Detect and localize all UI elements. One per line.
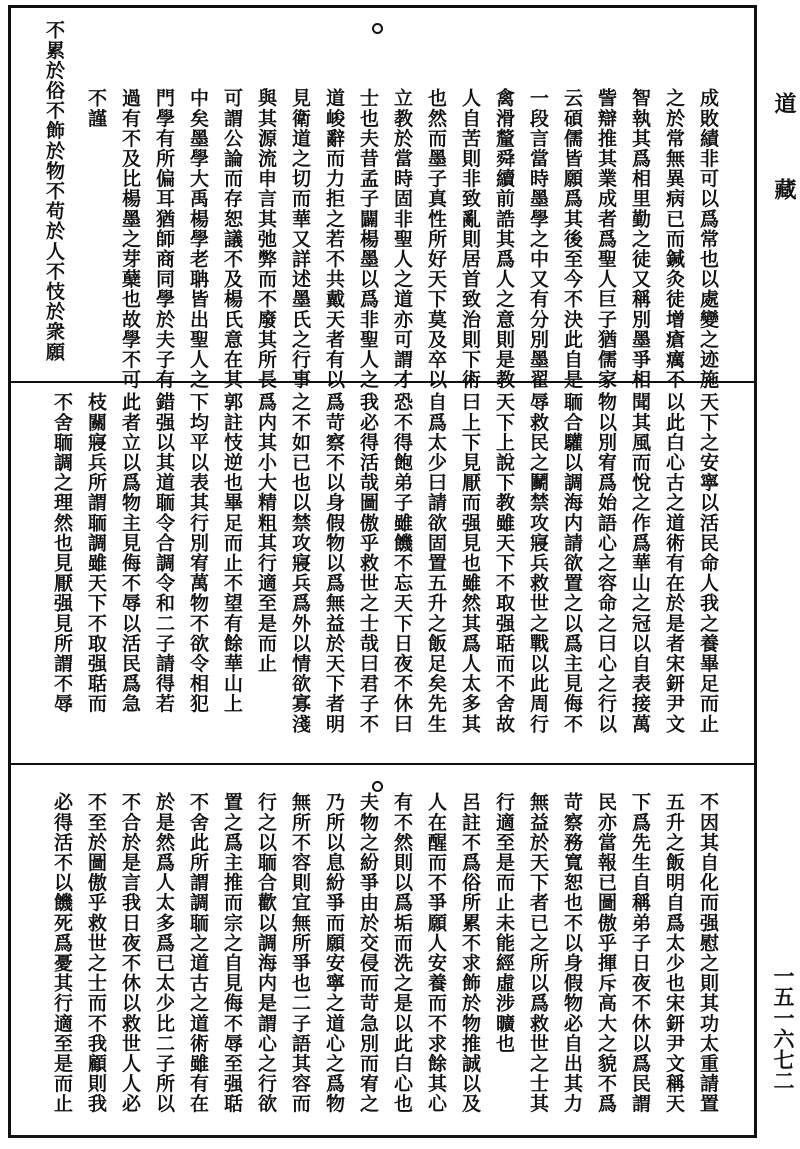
text-column: 辱救民之鬭禁攻寢兵救世之戰以此周行 xyxy=(527,392,549,734)
text-column: 夫物之紛爭由於交侵而苛急別而宥之 xyxy=(357,792,379,1114)
text-column: 不舍此所謂調聏之道古之道術雖有在 xyxy=(187,792,209,1114)
text-column: 智執其爲相里勤之徒又稱別墨爭相 xyxy=(629,88,651,390)
text-column: 中矣墨學大禹楊學老聃皆出聖人之 xyxy=(187,88,209,390)
text-column: 此者立以爲物主見侮不辱以活民爲急 xyxy=(119,392,141,714)
text-column: 成敗績非可以爲常也以處變之迹施 xyxy=(697,88,719,390)
text-column: 以此白心古之道術有在於是者宋鈃尹文 xyxy=(663,392,685,734)
text-column: 置之爲主推而宗之自見侮不辱至强聒 xyxy=(221,792,243,1114)
collection-label-top: 道 xyxy=(771,92,797,114)
text-column: 一段言當時墨學之中又有分別墨翟 xyxy=(527,88,549,390)
collection-label-bottom: 藏 xyxy=(771,178,797,200)
text-column: 苛察務寬恕也不以身假物必自出其力 xyxy=(561,792,583,1114)
text-column: 枝關寢兵所謂聏調雖天下不取强聒而 xyxy=(85,392,107,714)
text-column: 禽滑釐舜續前誥其爲人之意則是教 xyxy=(493,88,515,390)
text-column: 物以別宥爲始語心之容命之曰心之行以 xyxy=(595,392,617,734)
text-column: 立教於當時固非聖人之道亦可謂才 xyxy=(391,88,413,390)
text-column: 我必得活哉圖傲乎救世之士哉曰君子不 xyxy=(357,392,379,734)
circle-mark xyxy=(372,781,383,792)
panel-1 xyxy=(12,20,754,390)
text-column: 無益於天下者已之所以爲救世之士其 xyxy=(527,792,549,1114)
text-column: 道峻辭而力拒之若不共戴天者有以 xyxy=(323,88,345,390)
text-column: 下爲先生自稱弟子日夜不休以爲民謂 xyxy=(629,792,651,1114)
text-column: 訾辯推其業成者爲聖人巨子猶儒家 xyxy=(595,88,617,390)
panel-3 xyxy=(12,792,754,1132)
text-column: 也然而墨子真性所好天下莫及卒以 xyxy=(425,88,447,390)
text-column: 於是然爲人太多爲已太少比二子所以 xyxy=(153,792,175,1114)
text-column: 不因其自化而强慰之則其功太重請置 xyxy=(697,792,719,1114)
text-column: 爲内其小大精粗其行適至是而止 xyxy=(255,392,277,674)
text-column: 云碩儒皆願爲其後至今不決此自是 xyxy=(561,88,583,390)
text-column: 門學有所偏耳猶師商同學於夫子有 xyxy=(153,88,175,390)
text-column: 不至於圖傲乎救世之士而不我顧則我 xyxy=(85,792,107,1114)
text-column: 爲苛察不以身假物以爲無益於天下者明 xyxy=(323,392,345,734)
text-column: 天下之安寧以活民命人我之養畢足而止 xyxy=(697,392,719,734)
text-column: 聞其風而悅之作爲華山之冠以自表接萬 xyxy=(629,392,651,734)
text-column: 曰上下見厭而强見也雖然其爲人太多其 xyxy=(459,392,481,734)
panel-divider-2 xyxy=(8,763,757,765)
panel-2 xyxy=(12,392,754,757)
text-column: 之於常無異病已而鍼灸徒增瘡癘不 xyxy=(663,88,685,390)
text-column: 不合於是言我日夜不休以救世人人必 xyxy=(119,792,141,1114)
text-column: 可謂公論而存恕議不及楊氏意在其 xyxy=(221,88,243,390)
text-column: 恐不得飽弟子雖饑不忘天下日夜不休曰 xyxy=(391,392,413,734)
page-number: 一五一六七二 xyxy=(771,965,796,1091)
text-column: 不舍聏調之理然也見厭强見所謂不辱 xyxy=(51,392,73,714)
text-column: 行之以聏合歡以調海内是謂心之行欲 xyxy=(255,792,277,1114)
text-column: 下均平以表其行別宥萬物不欲令相犯 xyxy=(187,392,209,714)
text-column: 士也夫昔孟子闢楊墨以爲非聖人之 xyxy=(357,88,379,390)
text-column: 錯强以其道聏令合調令和二子請得若 xyxy=(153,392,175,714)
circle-mark xyxy=(372,23,383,34)
text-column: 之不如已也以禁攻寢兵爲外以情欲寡淺 xyxy=(289,392,311,734)
text-column: 行適至是而止未能經虛涉曠也 xyxy=(493,792,515,1054)
text-column: 過有不及比楊墨之芽蘖也故學不可 xyxy=(119,88,141,390)
text-column: 有不然則以爲垢而洗之是以此白心也 xyxy=(391,792,413,1114)
text-column: 不謹 xyxy=(85,88,107,129)
text-column: 呂註不爲俗所累不求飾於物推誠以及 xyxy=(459,792,481,1114)
text-column: 不累於俗不飾於物不苟於人不忮於衆願 xyxy=(43,20,65,362)
text-column: 郭註忮逆也畢足而止不望有餘華山上 xyxy=(221,392,243,714)
text-column: 民亦當報已圖傲乎揮斥高大之貌不爲 xyxy=(595,792,617,1114)
text-column: 見衛道之切而華又詳述墨氏之行事 xyxy=(289,88,311,390)
text-column: 聏合驩以調海内請欲置之以爲主見侮不 xyxy=(561,392,583,734)
text-column: 自爲太少曰請欲固置五升之飯足矣先生 xyxy=(425,392,447,734)
text-column: 五升之飯明自爲太少也宋鈃尹文稱天 xyxy=(663,792,685,1114)
text-column: 必得活不以饑死爲憂其行適至是而止 xyxy=(51,792,73,1114)
text-column: 人在醒而不爭願人安養而不求餘其心 xyxy=(425,792,447,1114)
text-column: 乃所以息紛爭而願安寧之道心之爲物 xyxy=(323,792,345,1114)
text-column: 天下上說下教雖天下不取强聒而不舍故 xyxy=(493,392,515,734)
text-column: 人自苦則非致亂則居首致治則下術 xyxy=(459,88,481,390)
text-column: 無所不容則宜無所爭也二子語其容而 xyxy=(289,792,311,1114)
text-column: 與其源流申言其弛弊而不廢其所長 xyxy=(255,88,277,390)
